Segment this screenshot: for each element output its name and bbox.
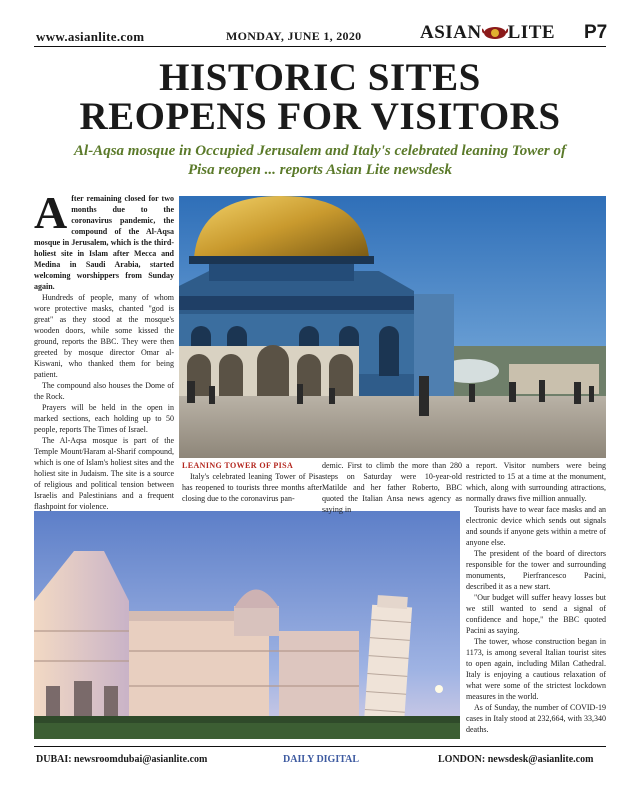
pisa-column-3 <box>466 460 606 735</box>
pisa-paragraph: demic. First to climb the more than 280 steps on Saturday were 10-year-old Matilde and her father Roberto, BBC quoted the Italian Ansa news agency as saying in <box>322 461 462 514</box>
header-divider <box>34 46 606 47</box>
pisa-photo <box>34 511 460 739</box>
pisa-paragraph: The president of the board of directors responsible for the tower and surrounding monuments, Pierfrancesco Pacini, described it as a new start. <box>466 549 606 591</box>
page-number: P7 <box>584 22 608 43</box>
website-url: www.asianlite.com <box>36 29 145 44</box>
intro-paragraph: The Al-Aqsa mosque is part of the Temple Mount/Haram al-Sharif compound, which is one of Islam's holiest sites and the holiest site in Judaism. The site is a source of religious and political tension between Israelis and Palestinians and a frequent flashpoint for violence. <box>34 436 174 511</box>
intro-paragraph: The compound also houses the Dome of the Rock. <box>34 381 174 401</box>
footer-divider <box>34 746 606 747</box>
headline-line-2: REOPENS FOR VISITORS <box>79 95 561 138</box>
masthead-logo <box>420 22 555 44</box>
pisa-paragraph: Italy's celebrated leaning Tower of Pisa has reopened to tourists three months after closing due to the coronavirus pan- <box>182 472 322 503</box>
intro-lead-paragraph: fter remaining closed for two months due to the coronavirus pandemic, the compound of the Al-Aqsa mosque in Jerusalem, which is the third-holiest site in Islam after Mecca and Medina in Saudi Arabia, started welcoming worshippers from Sunday again. <box>34 194 174 291</box>
logo-text-left: ASIAN <box>420 22 482 43</box>
pisa-paragraph: As of Sunday, the number of COVID-19 cases in Italy stood at 232,664, with 33,340 deaths. <box>466 703 606 734</box>
pisa-paragraph: Tourists have to wear face masks and an electronic device which sends out signals and sounds if anyone gets within a metre of anyone else. <box>466 505 606 547</box>
logo-text-right: LITE <box>507 22 556 43</box>
al-aqsa-photo-illustration <box>179 196 606 458</box>
logo-emblem-icon <box>482 23 508 41</box>
intro-column <box>34 187 174 512</box>
intro-paragraph: Hundreds of people, many of whom wore protective masks, chanted "god is great" as they stood at the mosque's wooden doors, while some kissed the ground, reports the BBC. They were then greeted by mosque director Omar al-Kiswani, who thanked them for being patient. <box>34 293 174 379</box>
pisa-paragraph: The tower, whose construction began in 1173, is among several Italian tourist sites to open again, including Milan Cathedral. Italy is enjoying a cautious relaxation of what were some of the strictest lockdown measures in the world. <box>466 637 606 701</box>
pisa-paragraph: a report. Visitor numbers were being restricted to 15 at a time at the monument, which, along with surrounding attractions, normally draws five million annually. <box>466 461 606 503</box>
pisa-column-2 <box>322 460 462 515</box>
pisa-column-1 <box>182 460 322 504</box>
issue-date: MONDAY, JUNE 1, 2020 <box>226 29 362 43</box>
al-aqsa-photo <box>179 196 606 458</box>
footer-dubai-contact: DUBAI: newsroomdubai@asianlite.com <box>36 754 208 765</box>
article-headline <box>30 58 610 136</box>
headline-line-1: HISTORIC SITES <box>159 56 481 99</box>
pisa-photo-illustration <box>34 511 460 739</box>
pisa-section-heading: LEANING TOWER OF PISA <box>182 461 294 470</box>
drop-cap: A <box>34 187 68 238</box>
footer-london-contact: LONDON: newsdesk@asianlite.com <box>438 754 594 765</box>
footer-daily-digital: DAILY DIGITAL <box>283 754 360 765</box>
article-subheading: Al-Aqsa mosque in Occupied Jerusalem and Italy's celebrated leaning Tower of Pisa reopen ... reports Asian Lite newsdesk <box>74 143 566 178</box>
pisa-paragraph: "Our budget will suffer heavy losses but we still wanted to send a signal of confidence and hope," the BBC quoted Pacini as saying. <box>466 593 606 635</box>
intro-paragraph: Prayers will be held in the open in marked sections, each holding up to 50 people, reports The Times of Israel. <box>34 403 174 434</box>
